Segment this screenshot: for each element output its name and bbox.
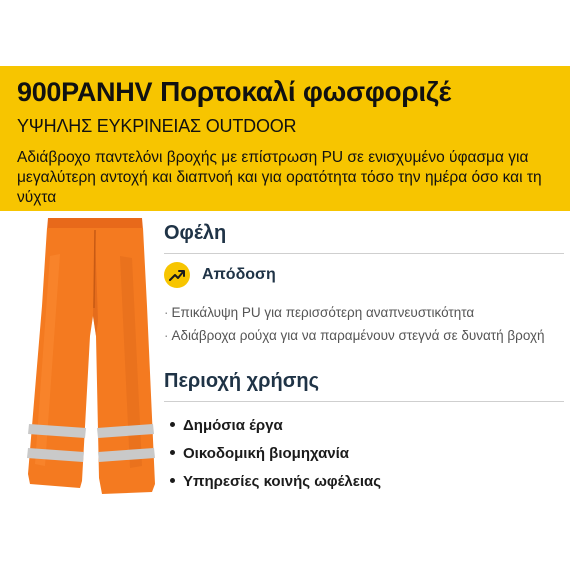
list-item (170, 468, 381, 496)
usage-text: Οικοδομική βιομηχανία (183, 445, 350, 462)
benefits-heading: Οφέλη (164, 222, 227, 244)
section-divider (164, 253, 564, 254)
benefit-list (164, 301, 568, 347)
list-item (164, 324, 568, 347)
usage-text: Υπηρεσίες κοινής ωφέλειας (183, 473, 382, 490)
list-item (170, 440, 381, 468)
middot-icon: · (164, 328, 169, 343)
bullet-icon (170, 478, 175, 483)
trend-up-icon (164, 262, 190, 288)
product-subtitle: ΥΨΗΛΗΣ ΕΥΚΡΙΝΕΙΑΣ OUTDOOR (17, 116, 297, 136)
product-title (17, 78, 451, 106)
list-item (164, 301, 568, 324)
product-name: Πορτοκαλί φωσφοριζέ (160, 76, 451, 107)
usage-heading: Περιοχή χρήσης (164, 370, 320, 392)
middot-icon: · (164, 305, 169, 320)
product-description: Αδιάβροχο παντελόνι βροχής με επίστρωση PU σε ενισχυμένο ύφασμα για μεγαλύτερη αντοχή και διαπνοή και για ορατότητα τόσο την ημέρα όσο και τη νύχτα (17, 149, 542, 206)
product-code: 900PANHV (17, 77, 153, 107)
product-image-rain-trousers (20, 216, 165, 506)
usage-list (170, 412, 381, 496)
benefit-text: Επικάλυψη PU για περισσότερη αναπνευστικότητα (171, 305, 475, 320)
usage-text: Δημόσια έργα (183, 417, 283, 434)
section-divider (164, 401, 564, 402)
performance-label: Απόδοση (202, 266, 276, 283)
bullet-icon (170, 422, 175, 427)
benefit-text: Αδιάβροχα ρούχα για να παραμένουν στεγνά σε δυνατή βροχή (171, 328, 545, 343)
bullet-icon (170, 450, 175, 455)
list-item (170, 412, 381, 440)
